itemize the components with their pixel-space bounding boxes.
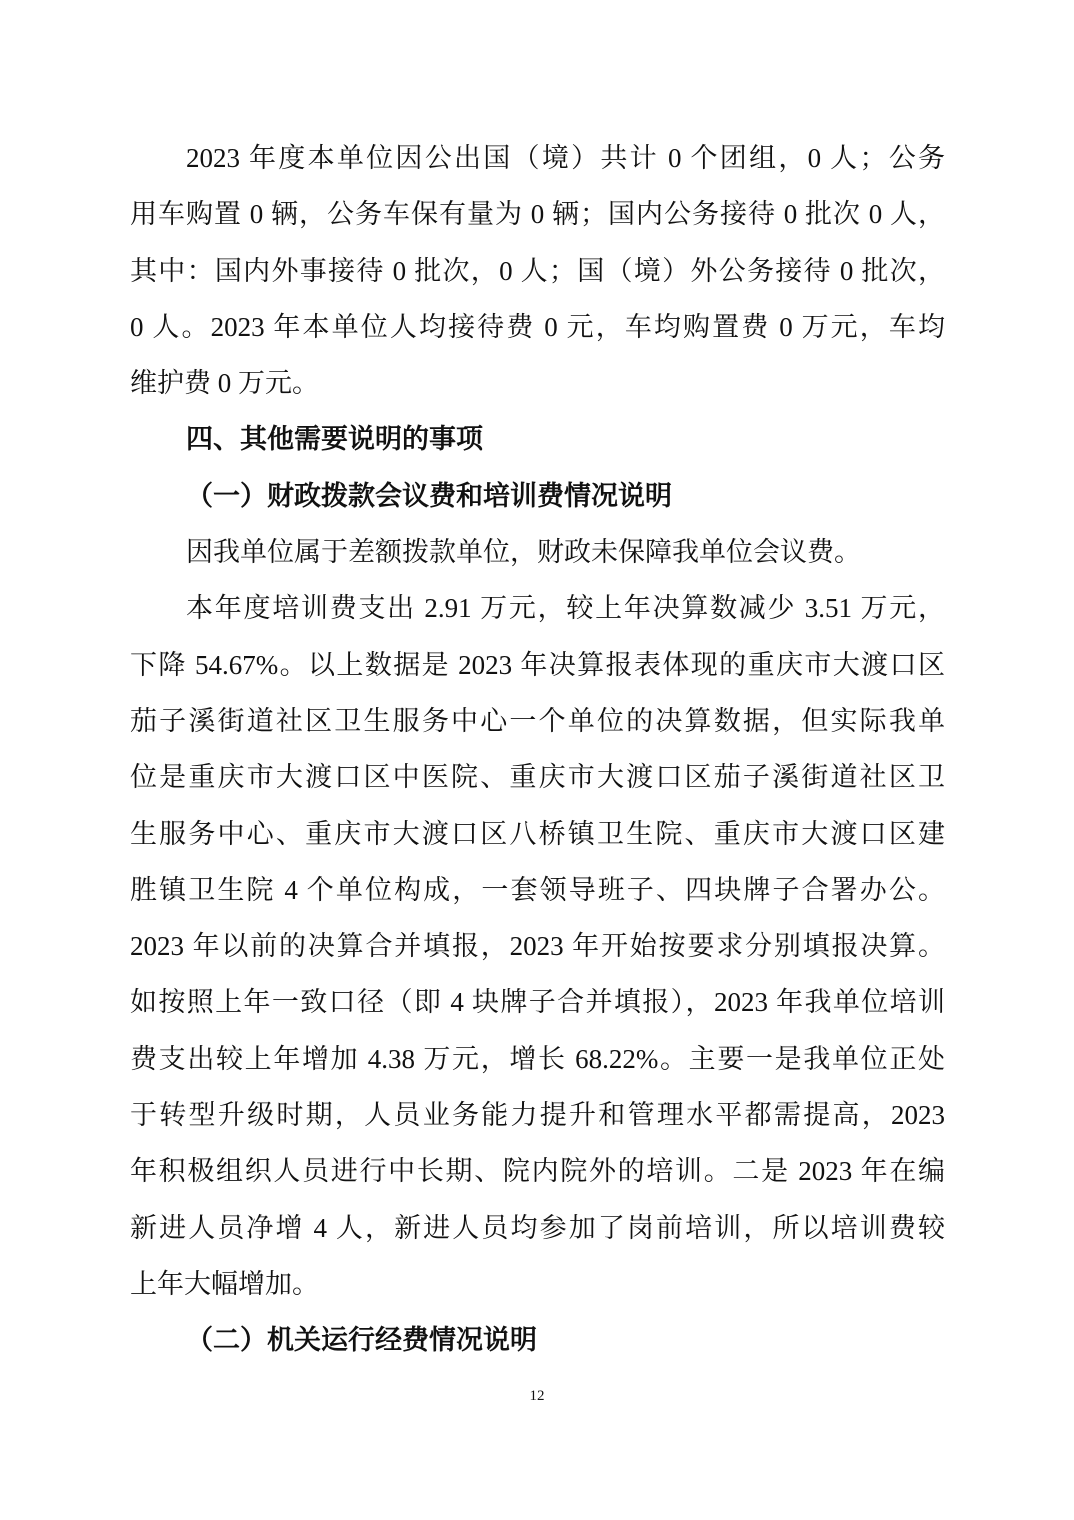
- paragraph-line: 位是重庆市大渡口区中医院、重庆市大渡口区茄子溪街道社区卫: [130, 762, 945, 793]
- section-heading: 四、其他需要说明的事项: [186, 424, 483, 455]
- paragraph-line: 如按照上年一致口径（即 4 块牌子合并填报），2023 年我单位培训: [130, 987, 945, 1018]
- subsection-heading: （二）机关运行经费情况说明: [186, 1325, 537, 1356]
- paragraph-line: 本年度培训费支出 2.91 万元，较上年决算数减少 3.51 万元，: [186, 593, 945, 624]
- paragraph-line: 生服务中心、重庆市大渡口区八桥镇卫生院、重庆市大渡口区建: [130, 818, 945, 849]
- paragraph-line: 胜镇卫生院 4 个单位构成，一套领导班子、四块牌子合署办公。: [130, 874, 945, 905]
- paragraph-line: 0 人。2023 年本单位人均接待费 0 元，车均购置费 0 万元，车均: [130, 311, 945, 342]
- paragraph-line: 费支出较上年增加 4.38 万元，增长 68.22%。主要一是我单位正处: [130, 1043, 945, 1074]
- paragraph-line: 于转型升级时期，人员业务能力提升和管理水平都需提高，2023: [130, 1100, 945, 1131]
- paragraph-line: 因我单位属于差额拨款单位，财政未保障我单位会议费。: [186, 537, 861, 568]
- subsection-heading: （一）财政拨款会议费和培训费情况说明: [186, 480, 672, 511]
- page-number: 12: [529, 1388, 545, 1404]
- paragraph-line: 2023 年度本单位因公出国（境）共计 0 个团组，0 人；公务: [186, 143, 945, 173]
- paragraph-line: 茄子溪街道社区卫生服务中心一个单位的决算数据，但实际我单: [130, 705, 945, 736]
- paragraph-line: 其中：国内外事接待 0 批次，0 人；国（境）外公务接待 0 批次，: [130, 255, 945, 286]
- paragraph-line: 维护费 0 万元。: [130, 368, 319, 399]
- document-body: [130, 136, 945, 1375]
- paragraph-line: 用车购置 0 辆，公务车保有量为 0 辆；国内公务接待 0 批次 0 人，: [130, 199, 945, 230]
- paragraph-line: 新进人员净增 4 人，新进人员均参加了岗前培训，所以培训费较: [130, 1212, 945, 1243]
- paragraph-line: 年积极组织人员进行中长期、院内院外的培训。二是 2023 年在编: [130, 1156, 945, 1187]
- paragraph-line: 上年大幅增加。: [130, 1268, 319, 1299]
- paragraph-line: 下降 54.67%。以上数据是 2023 年决算报表体现的重庆市大渡口区: [130, 649, 945, 680]
- paragraph-line: 2023 年以前的决算合并填报，2023 年开始按要求分别填报决算。: [130, 931, 945, 962]
